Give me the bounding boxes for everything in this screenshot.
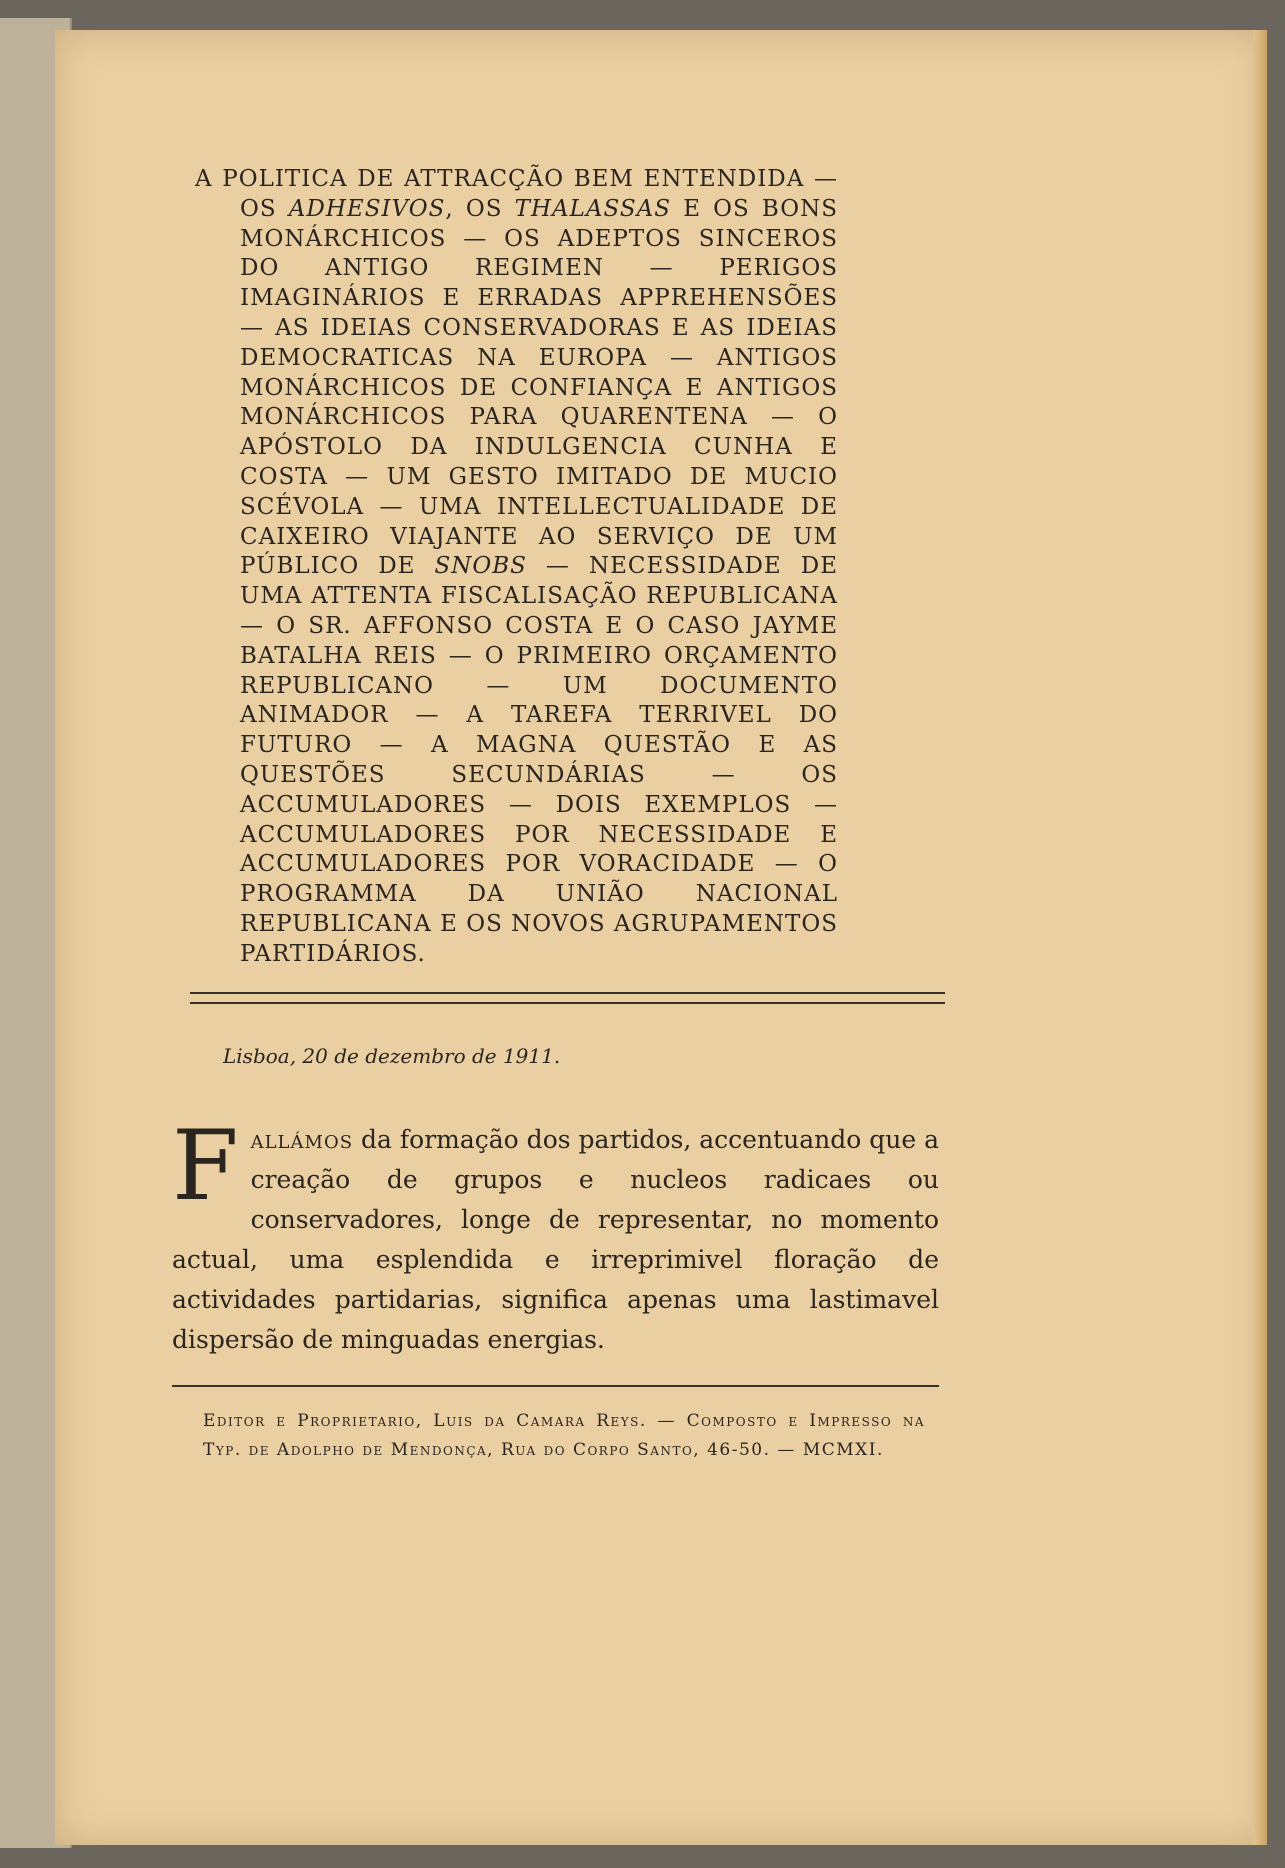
double-rule-divider xyxy=(190,992,945,1004)
summary-part-1: A POLITICA DE ATTRACÇÃO BEM ENTENDIDA — OS xyxy=(195,166,838,222)
page-content xyxy=(135,165,943,1482)
summary-adhesivos: ADHESIVOS xyxy=(288,195,446,222)
imprint-colophon: Editor e Proprietario, Luis da Camara Reys. — Composto e Impresso na Typ. de Adolpho de Mendonça, Rua do Corpo Santo, 46-50. — MCMXI. xyxy=(203,1410,925,1460)
summary-part-3: E OS BONS MONÁRCHICOS — OS ADEPTOS SINCEROS DO ANTIGO REGIMEN — PERIGOS IMAGINÁRIOS E ERRADAS APPREHENSÕES — AS IDEIAS CONSERVADORAS E AS IDEIAS DEMOCRATICAS NA EUROPA — ANTIGOS MONÁRCHICOS DE CONFIANÇA E ANTIGOS MONÁRCHICOS PARA QUARENTENA — O APÓSTOLO DA INDULGENCIA CUNHA E COSTA — UM GESTO IMITADO DE MUCIO SCÉVOLA — UMA INTELLECTUALIDADE DE CAIXEIRO VIAJANTE AO SERVIÇO DE UM PÚBLICO DE xyxy=(240,195,839,580)
lead-word: allámos xyxy=(250,1124,354,1154)
body-paragraph xyxy=(172,1109,939,1360)
dateline: Lisboa, 20 de dezembro de 1911. xyxy=(223,1043,561,1068)
drop-cap: F xyxy=(172,1109,239,1222)
page-right-edge xyxy=(1253,30,1267,1845)
chapter-summary xyxy=(135,165,838,970)
summary-snobs: SNOBS xyxy=(434,553,527,580)
summary-part-2: , OS xyxy=(445,195,515,222)
summary-thalassas: THALASSAS xyxy=(514,195,672,222)
imprint-rule xyxy=(172,1385,939,1387)
body-text: da formação dos partidos, accentuando que a creação de grupos e nucleos radicaes ou conservadores, longe de representar, no momento actual, uma esplendida e irreprimivel floração de actividades partidarias, significa apenas uma lastimavel dispersão de minguadas energias. xyxy=(172,1124,939,1354)
summary-part-4: — NECESSIDADE DE UMA ATTENTA FISCALISAÇÃO REPUBLICANA — O SR. AFFONSO COSTA E O CASO JAYME BATALHA REIS — O PRIMEIRO ORÇAMENTO REPUBLICANO — UM DOCUMENTO ANIMADOR — A TAREFA TERRIVEL DO FUTURO — A MAGNA QUESTÃO E AS QUESTÕES SECUNDÁRIAS — OS ACCUMULADORES — DOIS EXEMPLOS — ACCUMULADORES POR NECESSIDADE E ACCUMULADORES POR VORACIDADE — O PROGRAMMA DA UNIÃO NACIONAL REPUBLICANA E OS NOVOS AGRUPAMENTOS PARTIDÁRIOS. xyxy=(240,553,838,967)
